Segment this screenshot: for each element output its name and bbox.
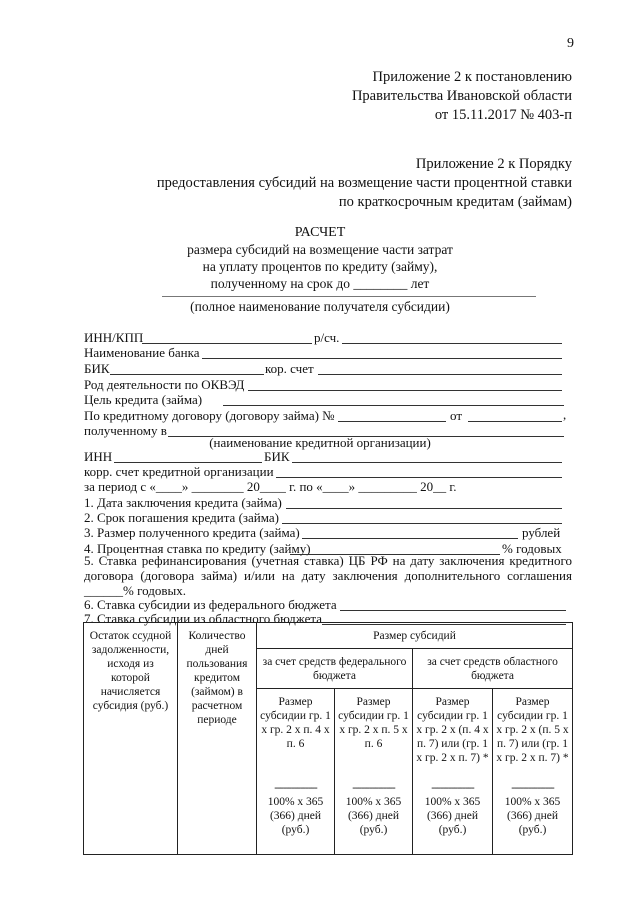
recipient-caption: (полное наименование получателя субсидии): [190, 299, 450, 314]
item-5-text: 5. Ставка рефинансирования (учетная ставка) ЦБ РФ на дату заключения кредитного договора (договора займа) и/или на дату заключения дополнительного соглашения ______% годовых.: [84, 553, 572, 598]
contract-number-field[interactable]: [338, 421, 446, 422]
col-loan-balance: Остаток ссудной задолженности, исходя из которой начисляется субсидия (руб.): [84, 623, 178, 855]
bik-field[interactable]: [110, 374, 264, 375]
item-6-field[interactable]: [340, 610, 566, 611]
formula-3-text: Размер субсидии гр. 1 х гр. 2 х (п. 4 х п. 7) или (гр. 1 х гр. 2 х п. 7) *: [416, 696, 489, 764]
bik2-label: БИК: [264, 449, 290, 464]
col-group-federal: за счет средств федерального бюджета: [257, 649, 413, 689]
procedure-line-1: Приложение 2 к Порядку: [415, 156, 572, 172]
purpose-label: Цель кредита (займа): [84, 392, 203, 407]
procedure-appendix-header: [157, 155, 572, 212]
item-3-unit: рублей: [522, 525, 561, 540]
title-line-3: полученному на срок до ________ лет: [210, 276, 430, 291]
bik-label: БИК: [84, 361, 110, 376]
item-3-field[interactable]: [302, 538, 518, 539]
item-1-label: 1. Дата заключения кредита (займа): [84, 495, 282, 510]
document-title: [0, 224, 640, 292]
corr-account-label: кор. счет: [265, 361, 314, 376]
bank-name-field[interactable]: [202, 358, 562, 359]
col-federal-formula-2: [335, 689, 413, 855]
purpose-field[interactable]: [223, 405, 564, 406]
col-regional-formula-2: [493, 689, 573, 855]
title-line-2: на уплату процентов по кредиту (займу),: [202, 259, 438, 274]
inn-field[interactable]: [114, 462, 262, 463]
formula-2-text: Размер субсидии гр. 1 х гр. 2 х п. 5 х п. 6: [338, 696, 409, 750]
procedure-line-3: по краткосрочным кредитам (займам): [338, 194, 572, 210]
formula-2-denominator: 100% х 365 (366) дней (руб.): [345, 796, 402, 836]
item-6-label: 6. Ставка субсидии из федерального бюджета: [84, 597, 337, 612]
item-7-label: 7. Ставка субсидии из областного бюджета: [84, 611, 322, 626]
okved-field[interactable]: [248, 390, 562, 391]
col-regional-formula-1: [413, 689, 493, 855]
bank-name-label: Наименование банка: [84, 345, 200, 360]
formula-1-denominator: 100% х 365 (366) дней (руб.): [267, 796, 324, 836]
col-federal-formula-1: [257, 689, 335, 855]
contract-from-label: от: [450, 408, 463, 423]
col-group-regional: за счет средств областного бюджета: [413, 649, 573, 689]
item-2-field[interactable]: [282, 523, 562, 524]
item-2-label: 2. Срок погашения кредита (займа): [84, 510, 279, 525]
procedure-line-2: предоставления субсидий на возмещение части процентной ставки: [156, 175, 572, 191]
formula-3-divider: ---------------: [431, 782, 474, 794]
item-1-field[interactable]: [286, 508, 562, 509]
title-heading: РАСЧЕТ: [294, 225, 346, 240]
recipient-name-line[interactable]: [162, 296, 536, 297]
org-corr-label: корр. счет кредитной организации: [84, 464, 274, 479]
inn-label: ИНН: [84, 449, 113, 464]
contract-comma: ,: [563, 407, 567, 422]
formula-4-divider: ---------------: [511, 782, 554, 794]
corr-account-field[interactable]: [318, 374, 562, 375]
bik2-field[interactable]: [292, 462, 562, 463]
formula-1-divider: ---------------: [274, 782, 317, 794]
contract-date-field[interactable]: [468, 421, 562, 422]
item-4-unit: % годовых: [502, 541, 562, 556]
account-label: р/сч.: [314, 330, 340, 345]
credit-org-caption: (наименование кредитной организации): [209, 435, 431, 450]
period-line[interactable]: за период с «____» ________ 20____ г. по «____» _________ 20__ г.: [84, 479, 457, 494]
decree-line-2: Правительства Ивановской области: [351, 88, 572, 104]
org-corr-field[interactable]: [276, 477, 562, 478]
account-field[interactable]: [342, 343, 562, 344]
formula-3-denominator: 100% х 365 (366) дней (руб.): [424, 796, 481, 836]
page-number: 9: [567, 36, 574, 51]
col-group-subsidy-size: Размер субсидий: [257, 623, 573, 649]
inn-kpp-field[interactable]: [142, 343, 312, 344]
formula-2-divider: ---------------: [352, 782, 395, 794]
subsidy-table: [83, 622, 573, 855]
item-4-label: 4. Процентная ставка по кредиту (займу): [84, 541, 311, 556]
decree-appendix-header: [352, 68, 572, 125]
formula-4-denominator: 100% х 365 (366) дней (руб.): [504, 796, 561, 836]
received-in-label: полученному в: [84, 423, 167, 438]
item-3-label: 3. Размер полученного кредита (займа): [84, 525, 300, 540]
okved-label: Род деятельности по ОКВЭД: [84, 377, 245, 392]
title-line-1: размера субсидий на возмещение части затрат: [187, 242, 453, 257]
formula-1-text: Размер субсидии гр. 1 х гр. 2 х п. 4 х п. 6: [260, 696, 331, 750]
contract-label: По кредитному договору (договору займа) №: [84, 408, 335, 423]
decree-line-3: от 15.11.2017 № 403-п: [434, 107, 572, 123]
formula-4-text: Размер субсидии гр. 1 х гр. 2 х (п. 5 х п. 7) или (гр. 1 х гр. 2 х п. 7) *: [496, 696, 569, 764]
inn-kpp-label: ИНН/КПП: [84, 330, 144, 345]
decree-line-1: Приложение 2 к постановлению: [372, 69, 572, 85]
col-days: Количество дней пользования кредитом (займом) в расчетном периоде: [178, 623, 257, 855]
